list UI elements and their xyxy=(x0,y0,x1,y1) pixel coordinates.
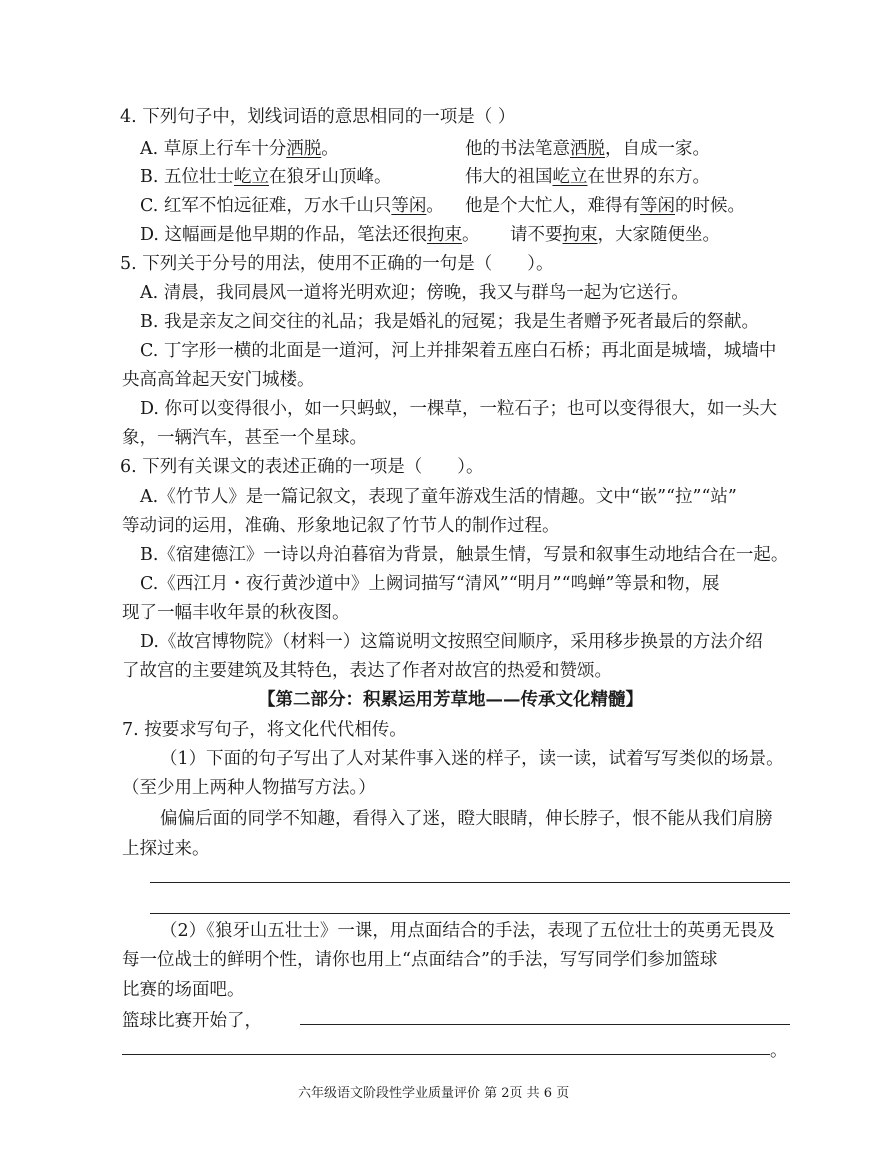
underlined-word: 洒脱 xyxy=(286,139,322,159)
q5-option-a: A. 清晨，我同晨风一道将光明欢迎；傍晚，我又与群鸟一起为它送行。 xyxy=(140,283,689,303)
q5-option-c-line2: 央高高耸起天安门城楼。 xyxy=(122,370,315,390)
answer-line[interactable] xyxy=(122,1054,770,1055)
q7-part2-start: 篮球比赛开始了， xyxy=(122,1011,262,1031)
underlined-word: 屹立 xyxy=(552,167,588,187)
q6-option-b: B.《宿建德江》一诗以舟泊暮宿为背景，触景生情，写景和叙事生动地结合在一起。 xyxy=(140,545,789,565)
q4-option-b-right: 伟大的祖国屹立在世界的东方。 xyxy=(465,167,710,187)
q6-option-d-line2: 了故宫的主要建筑及其特色，表达了作者对故宫的热爱和赞颂。 xyxy=(122,661,612,681)
q7-stem: 7. 按要求写句子，将文化代代相传。 xyxy=(122,720,407,740)
q7-part1-line2: （至少用上两种人物描写方法。） xyxy=(122,778,376,798)
q4-option-a-right: 他的书法笔意洒脱，自成一家。 xyxy=(465,139,710,159)
q7-part2-line2: 每一位战士的鲜明个性，请你也用上“点面结合”的手法，写写同学们参加篮球 xyxy=(122,950,718,970)
underlined-word: 屹立 xyxy=(234,167,269,187)
q5-option-d-line1: D. 你可以变得很小，如一只蚂蚁，一棵草，一粒石子；也可以变得很大，如一头大 xyxy=(140,399,778,419)
q5-option-b: B. 我是亲友之间交往的礼品；我是婚礼的冠冕；我是生者赠予死者最后的祭献。 xyxy=(140,312,759,332)
underlined-word: 拘束 xyxy=(562,225,598,245)
q4-option-c: C. 红军不怕远征难，万水千山只等闲。 xyxy=(140,196,444,216)
q5-option-d-line2: 象，一辆汽车，甚至一个星球。 xyxy=(122,428,367,448)
q4-option-b: B. 五位壮士屹立在狼牙山顶峰。 xyxy=(140,167,392,187)
q7-part2-end-mark: 。 xyxy=(770,1041,788,1061)
q7-part1-example-line1: 偏偏后面的同学不知趣，看得入了迷，瞪大眼睛，伸长脖子，恨不能从我们肩膀 xyxy=(160,809,773,829)
underlined-word: 洒脱 xyxy=(570,139,605,159)
q4-option-d-right: 请不要拘束，大家随便坐。 xyxy=(510,225,720,245)
q6-option-a-line2: 等动词的运用，准确、形象地记叙了竹节人的制作过程。 xyxy=(122,516,560,536)
q6-option-c-line1: C.《西江月・夜行黄沙道中》上阙词描写“清风”“明月”“鸣蝉”等景和物，展 xyxy=(140,574,720,594)
q4-stem: 4. 下列句子中，划线词语的意思相同的一项是（ ） xyxy=(120,107,516,127)
section-2-heading: 【第二部分：积累运用芳草地——传承文化精髓】 xyxy=(258,690,643,710)
answer-line[interactable] xyxy=(150,913,790,914)
q7-part2-line3: 比赛的场面吧。 xyxy=(122,980,245,1000)
q7-part2-line1: （2）《狼牙山五壮士》一课，用点面结合的手法，表现了五位壮士的英勇无畏及 xyxy=(160,921,775,941)
q7-part1-example-line2: 上探过来。 xyxy=(122,839,210,859)
underlined-word: 等闲 xyxy=(640,196,675,216)
q4-option-d: D. 这幅画是他早期的作品，笔法还很拘束。 xyxy=(140,225,480,245)
answer-line[interactable] xyxy=(150,882,790,883)
q5-option-c-line1: C. 丁字形一横的北面是一道河，河上并排架着五座白石桥；再北面是城墙，城墙中 xyxy=(140,341,777,361)
answer-line[interactable] xyxy=(300,1024,790,1025)
q6-option-a-line1: A.《竹节人》是一篇记叙文，表现了童年游戏生活的情趣。文中“嵌”“拉”“站” xyxy=(140,487,737,507)
underlined-word: 等闲 xyxy=(391,196,427,216)
q4-option-a: A. 草原上行车十分洒脱。 xyxy=(140,139,339,159)
q7-part1-line1: （1）下面的句子写出了人对某件事入迷的样子，读一读，试着写写类似的场景。 xyxy=(160,749,784,769)
q6-option-d-line1: D.《故宫博物院》（材料一）这篇说明文按照空间顺序，采用移步换景的方法介绍 xyxy=(140,632,763,652)
page-footer: 六年级语文阶段性学业质量评价 第 2页 共 6 页 xyxy=(298,1086,570,1101)
q4-option-c-right: 他是个大忙人，难得有等闲的时候。 xyxy=(465,196,745,216)
underlined-word: 拘束 xyxy=(427,225,463,245)
q6-stem: 6. 下列有关课文的表述正确的一项是（ ）。 xyxy=(120,457,484,477)
q5-stem: 5. 下列关于分号的用法，使用不正确的一句是（ ）。 xyxy=(120,254,554,274)
q6-option-c-line2: 现了一幅丰收年景的秋夜图。 xyxy=(122,603,350,623)
